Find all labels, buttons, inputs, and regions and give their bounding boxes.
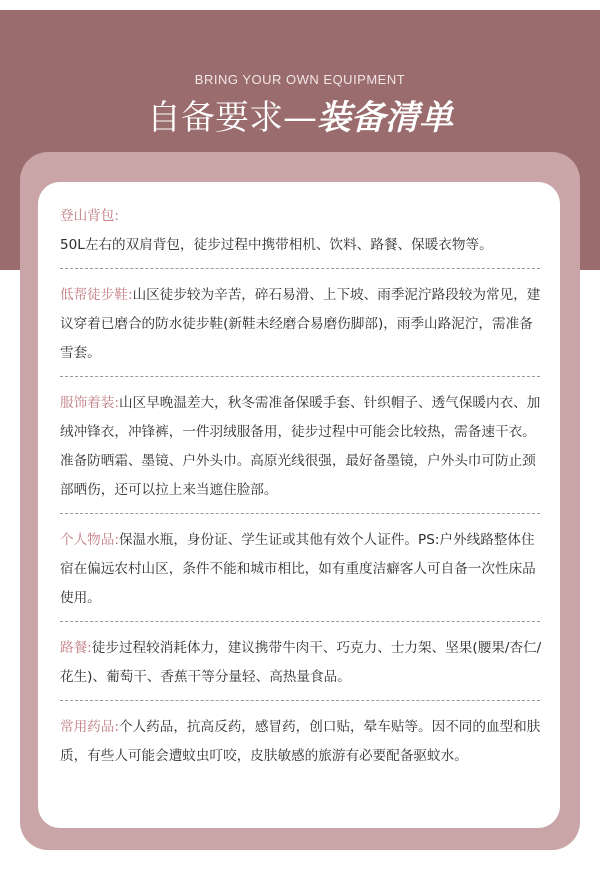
dashed-divider: [60, 513, 540, 514]
section-label: 路餐:: [60, 640, 92, 656]
page-title-lead: 自备要求—: [147, 98, 317, 138]
page-subtitle: BRING YOUR OWN EQUIPMENT: [194, 72, 406, 87]
section-text: 山区早晚温差大，秋冬需准备保暖手套、针织帽子、透气保暖内衣、加绒冲锋衣，冲锋裤，一件羽绒服备用，徒步过程中可能会比较热，需备速干衣。准备防晒霜、墨镜、户外头巾。高原光线很强，最好备墨镜，户外头巾可防止颈部晒伤，还可以拉上来当遮住脸部。: [60, 395, 541, 498]
section-medicine: [60, 713, 546, 771]
section-label: 个人物品:: [60, 532, 119, 548]
section-text: 保温水瓶，身份证、学生证或其他有效个人证件。PS:户外线路整体住宿在偏远农村山区，条件不能和城市相比，如有重度洁癖客人可自备一次性床品使用。: [60, 532, 536, 606]
section-label: 常用药品:: [60, 719, 119, 735]
section-hiking-shoes: [60, 281, 546, 368]
dashed-divider: [60, 700, 540, 701]
section-clothing: [60, 389, 546, 505]
section-personal-items: [60, 526, 546, 613]
dashed-divider: [60, 268, 540, 269]
section-text: 山区徒步较为辛苦，碎石易滑、上下坡、雨季泥泞路段较为常见，建议穿着已磨合的防水徒步鞋(新鞋未经磨合易磨伤脚部)，雨季山路泥泞，需准备雪套。: [60, 287, 541, 361]
section-text: 徒步过程较消耗体力，建议携带牛肉干、巧克力、士力架、坚果(腰果/杏仁/花生)、葡萄干、香蕉干等分量轻、高热量食品。: [60, 640, 542, 685]
dashed-divider: [60, 376, 540, 377]
page-title: [0, 96, 600, 140]
dashed-divider: [60, 621, 540, 622]
section-label: 登山背包:: [60, 208, 119, 224]
section-backpack: [60, 202, 546, 260]
equipment-list: [60, 202, 546, 771]
section-label: 服饰着装:: [60, 395, 119, 411]
section-text: 个人药品，抗高反药，感冒药，创口贴，晕车贴等。因不同的血型和肤质，有些人可能会遭蚊虫叮咬，皮肤敏感的旅游有必要配备驱蚊水。: [60, 719, 541, 764]
section-label: 低帮徒步鞋:: [60, 287, 133, 303]
section-trail-food: [60, 634, 546, 692]
section-text: 50L左右的双肩背包，徒步过程中携带相机、饮料、路餐、保暖衣物等。: [60, 237, 493, 253]
page-title-emphasis: 装备清单: [317, 98, 453, 138]
